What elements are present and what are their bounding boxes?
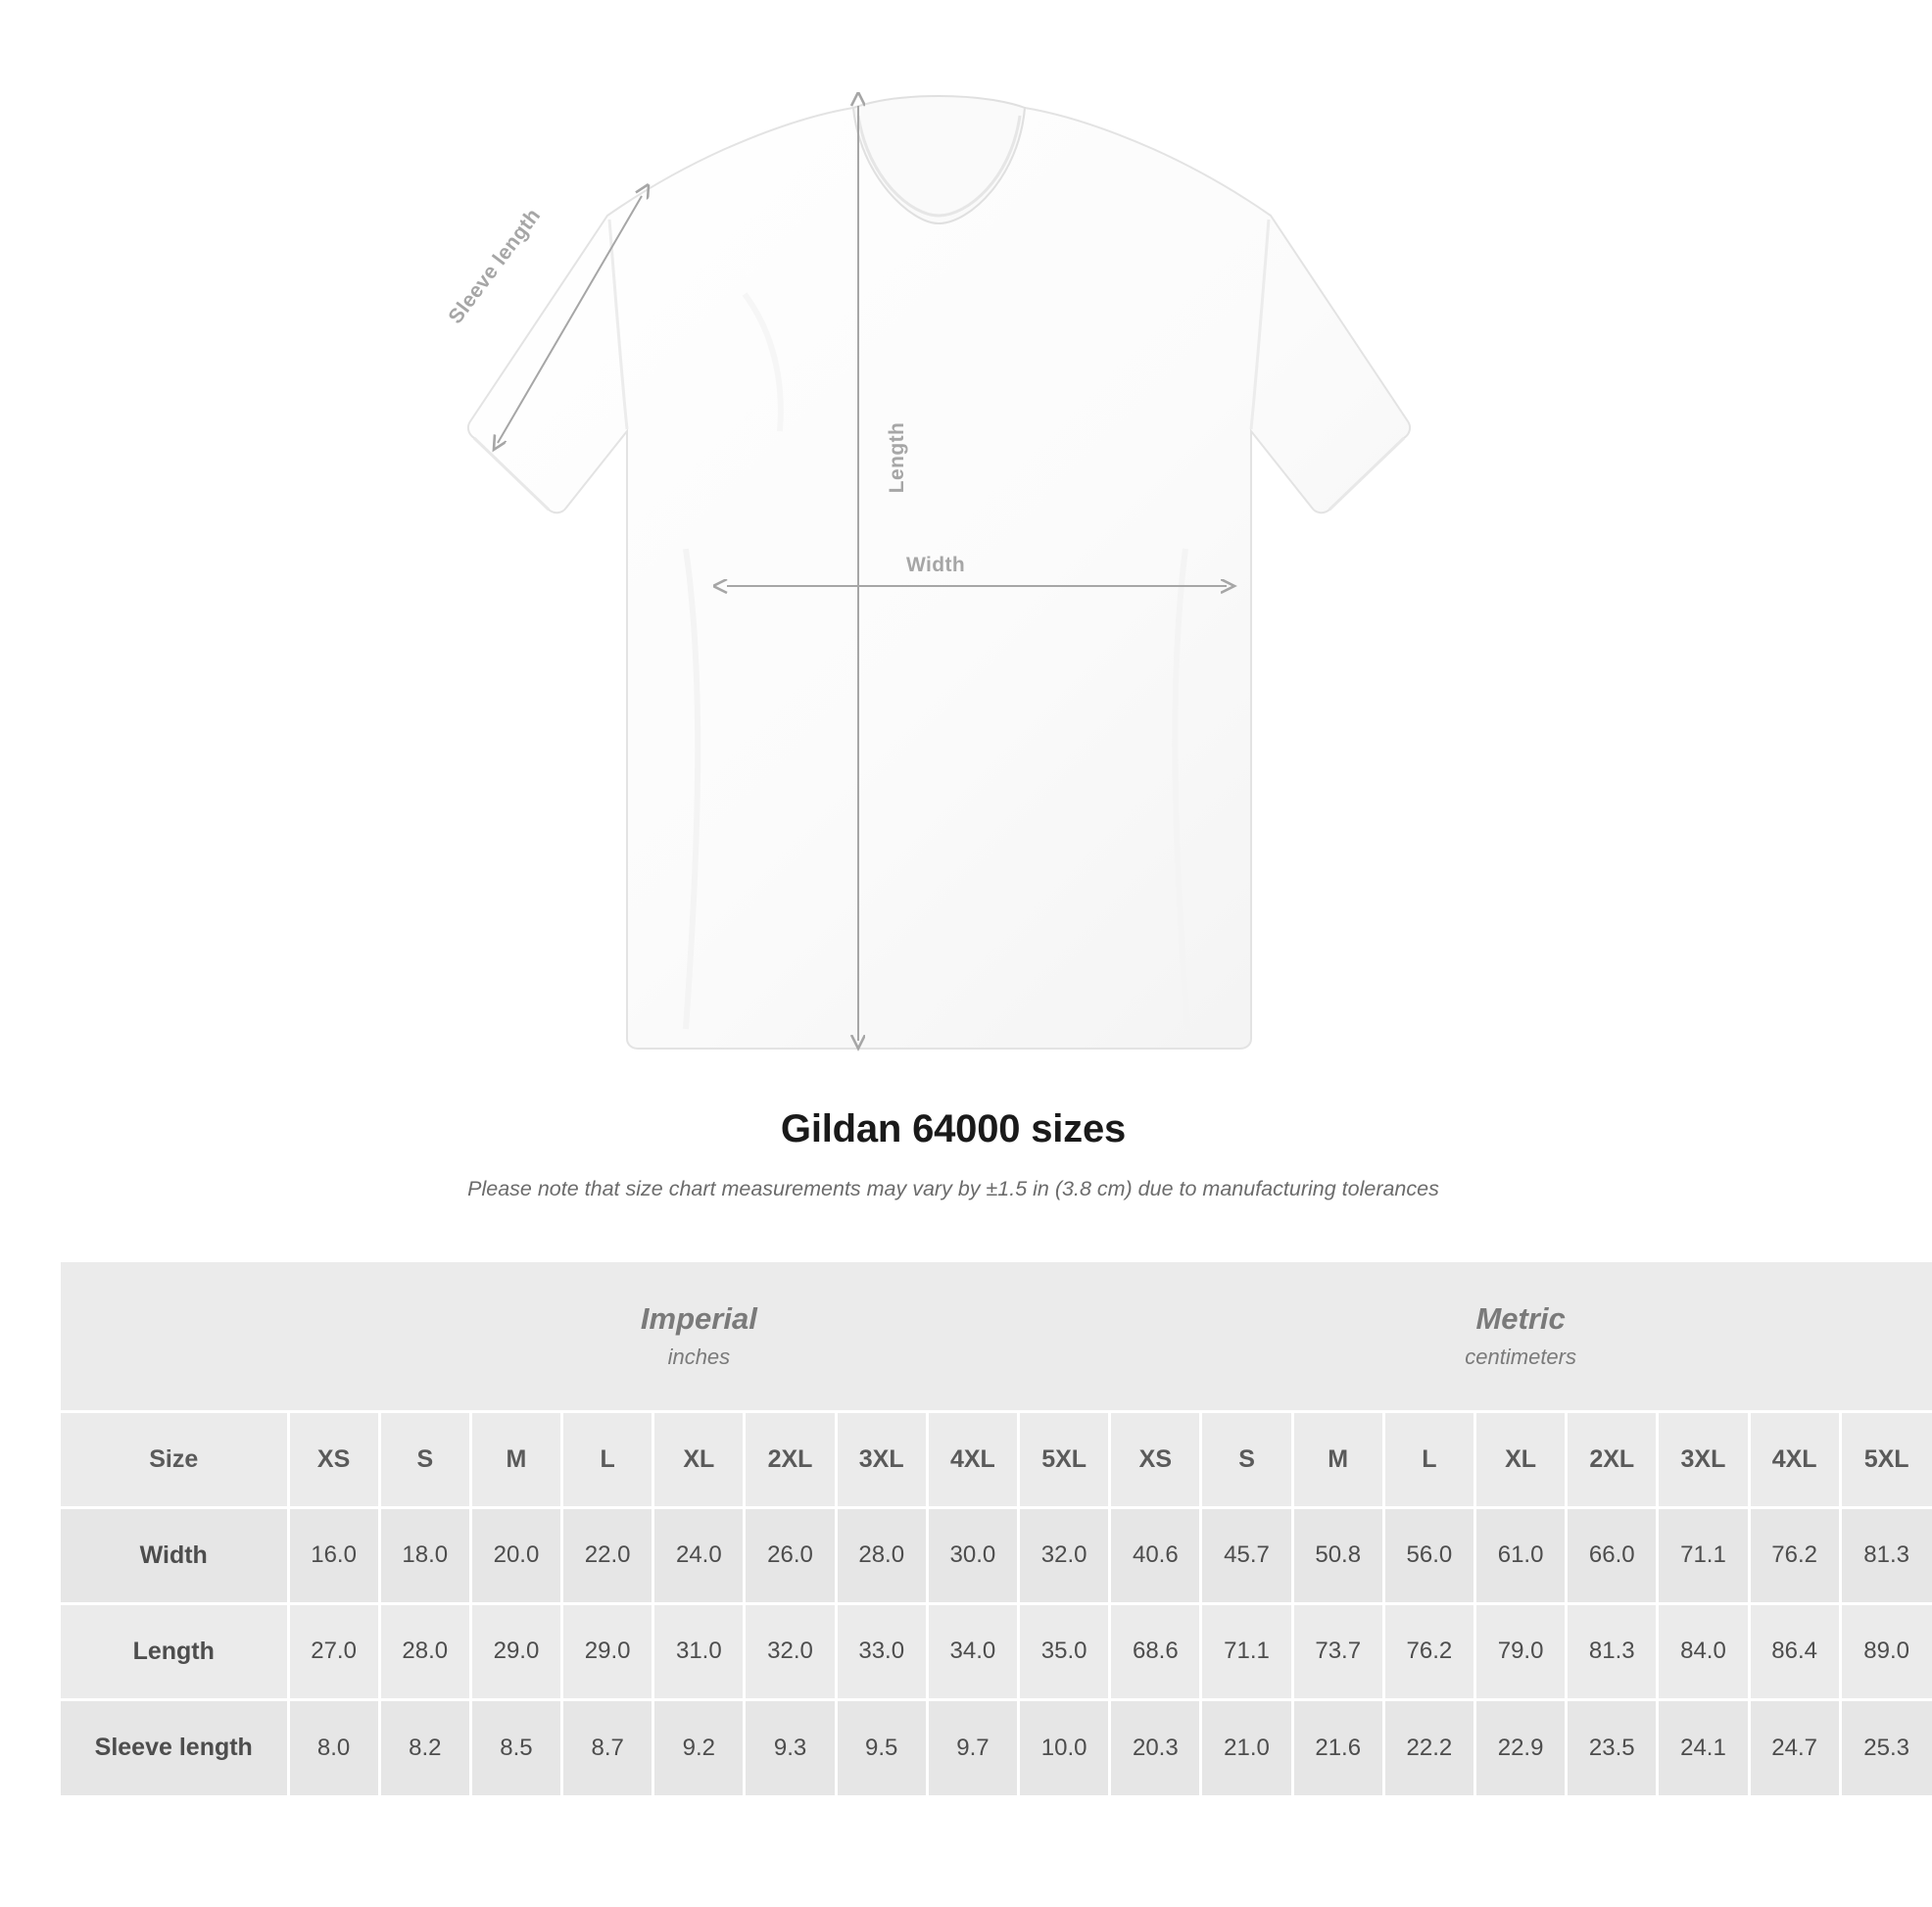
size-header-row	[61, 1411, 1932, 1507]
cell-length-metric-l: 76.2	[1383, 1603, 1474, 1699]
width-label: Width	[906, 554, 966, 576]
cell-sleeve-imperial-xs: 8.0	[288, 1699, 379, 1795]
size-header-imperial-3xl: 3XL	[836, 1411, 927, 1507]
title-block	[0, 1107, 1907, 1201]
cell-length-imperial-xs: 27.0	[288, 1603, 379, 1699]
row-label-length: Length	[61, 1603, 288, 1699]
cell-length-metric-m: 73.7	[1292, 1603, 1383, 1699]
size-header-metric-xs: XS	[1110, 1411, 1201, 1507]
cell-sleeve-metric-xs: 20.3	[1110, 1699, 1201, 1795]
cell-sleeve-imperial-s: 8.2	[379, 1699, 470, 1795]
cell-length-imperial-l: 29.0	[562, 1603, 653, 1699]
cell-length-metric-xs: 68.6	[1110, 1603, 1201, 1699]
size-header-imperial-l: L	[562, 1411, 653, 1507]
size-header-metric-l: L	[1383, 1411, 1474, 1507]
cell-length-metric-5xl: 89.0	[1840, 1603, 1931, 1699]
size-header-imperial-xl: XL	[653, 1411, 745, 1507]
cell-width-imperial-3xl: 28.0	[836, 1507, 927, 1603]
table-row	[61, 1507, 1932, 1603]
cell-width-imperial-xs: 16.0	[288, 1507, 379, 1603]
cell-width-imperial-4xl: 30.0	[927, 1507, 1018, 1603]
size-header-imperial-2xl: 2XL	[745, 1411, 836, 1507]
length-label: Length	[886, 421, 909, 494]
cell-sleeve-metric-3xl: 24.1	[1658, 1699, 1749, 1795]
size-header-metric-5xl: 5XL	[1840, 1411, 1931, 1507]
cell-width-imperial-5xl: 32.0	[1019, 1507, 1110, 1603]
unit-group-imperial-sub: inches	[667, 1345, 731, 1370]
unit-group-imperial	[288, 1262, 1110, 1411]
cell-length-imperial-s: 28.0	[379, 1603, 470, 1699]
size-header-imperial-m: M	[470, 1411, 561, 1507]
cell-length-metric-3xl: 84.0	[1658, 1603, 1749, 1699]
size-header-metric-s: S	[1201, 1411, 1292, 1507]
cell-width-metric-3xl: 71.1	[1658, 1507, 1749, 1603]
cell-sleeve-imperial-4xl: 9.7	[927, 1699, 1018, 1795]
cell-width-metric-xl: 61.0	[1475, 1507, 1567, 1603]
cell-length-imperial-xl: 31.0	[653, 1603, 745, 1699]
cell-length-metric-s: 71.1	[1201, 1603, 1292, 1699]
cell-length-metric-2xl: 81.3	[1567, 1603, 1658, 1699]
cell-sleeve-metric-5xl: 25.3	[1840, 1699, 1931, 1795]
size-header-imperial-s: S	[379, 1411, 470, 1507]
cell-width-metric-l: 56.0	[1383, 1507, 1474, 1603]
size-header-metric-m: M	[1292, 1411, 1383, 1507]
cell-sleeve-imperial-l: 8.7	[562, 1699, 653, 1795]
cell-length-metric-xl: 79.0	[1475, 1603, 1567, 1699]
cell-width-metric-xs: 40.6	[1110, 1507, 1201, 1603]
cell-sleeve-metric-s: 21.0	[1201, 1699, 1292, 1795]
tolerance-note: Please note that size chart measurements may vary by ±1.5 in (3.8 cm) due to manufacturing tolerances	[467, 1177, 1439, 1200]
cell-sleeve-metric-xl: 22.9	[1475, 1699, 1567, 1795]
cell-length-imperial-3xl: 33.0	[836, 1603, 927, 1699]
size-header-metric-4xl: 4XL	[1749, 1411, 1840, 1507]
cell-width-imperial-s: 18.0	[379, 1507, 470, 1603]
unit-group-metric	[1110, 1262, 1932, 1411]
size-chart-table	[61, 1262, 1932, 1795]
cell-sleeve-metric-l: 22.2	[1383, 1699, 1474, 1795]
size-header-imperial-xs: XS	[288, 1411, 379, 1507]
cell-width-metric-m: 50.8	[1292, 1507, 1383, 1603]
table-row	[61, 1699, 1932, 1795]
size-header-label: Size	[61, 1411, 288, 1507]
size-header-metric-xl: XL	[1475, 1411, 1567, 1507]
cell-sleeve-imperial-m: 8.5	[470, 1699, 561, 1795]
cell-length-imperial-4xl: 34.0	[927, 1603, 1018, 1699]
unit-group-imperial-name: Imperial	[640, 1301, 757, 1337]
page-title: Gildan 64000 sizes	[780, 1107, 1127, 1150]
cell-sleeve-metric-m: 21.6	[1292, 1699, 1383, 1795]
size-header-imperial-5xl: 5XL	[1019, 1411, 1110, 1507]
cell-sleeve-metric-2xl: 23.5	[1567, 1699, 1658, 1795]
cell-length-metric-4xl: 86.4	[1749, 1603, 1840, 1699]
cell-width-metric-4xl: 76.2	[1749, 1507, 1840, 1603]
sleeve-length-label: Sleeve length	[444, 204, 546, 328]
cell-width-imperial-xl: 24.0	[653, 1507, 745, 1603]
cell-length-imperial-m: 29.0	[470, 1603, 561, 1699]
size-header-metric-3xl: 3XL	[1658, 1411, 1749, 1507]
cell-length-imperial-5xl: 35.0	[1019, 1603, 1110, 1699]
cell-width-metric-2xl: 66.0	[1567, 1507, 1658, 1603]
size-header-imperial-4xl: 4XL	[927, 1411, 1018, 1507]
cell-sleeve-imperial-5xl: 10.0	[1019, 1699, 1110, 1795]
unit-header-spacer	[61, 1262, 288, 1411]
unit-group-metric-sub: centimeters	[1465, 1345, 1576, 1370]
cell-width-imperial-m: 20.0	[470, 1507, 561, 1603]
unit-group-metric-name: Metric	[1475, 1301, 1566, 1337]
cell-sleeve-metric-4xl: 24.7	[1749, 1699, 1840, 1795]
table-row	[61, 1603, 1932, 1699]
cell-sleeve-imperial-xl: 9.2	[653, 1699, 745, 1795]
size-chart-table-wrapper	[61, 1262, 1909, 1795]
cell-width-imperial-l: 22.0	[562, 1507, 653, 1603]
cell-width-metric-s: 45.7	[1201, 1507, 1292, 1603]
cell-width-metric-5xl: 81.3	[1840, 1507, 1931, 1603]
cell-width-imperial-2xl: 26.0	[745, 1507, 836, 1603]
row-label-width: Width	[61, 1507, 288, 1603]
unit-group-header-row	[61, 1262, 1932, 1411]
row-label-sleeve-length: Sleeve length	[61, 1699, 288, 1795]
cell-sleeve-imperial-2xl: 9.3	[745, 1699, 836, 1795]
cell-sleeve-imperial-3xl: 9.5	[836, 1699, 927, 1795]
cell-length-imperial-2xl: 32.0	[745, 1603, 836, 1699]
size-header-metric-2xl: 2XL	[1567, 1411, 1658, 1507]
